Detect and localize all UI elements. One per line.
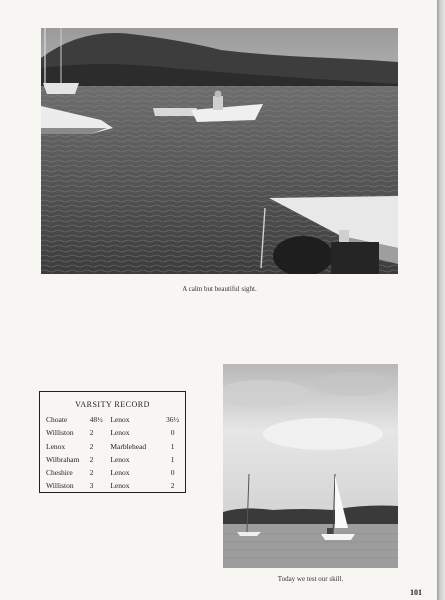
- home-team: Cheshire: [46, 468, 73, 478]
- varsity-record-title: VARSITY RECORD: [75, 400, 150, 409]
- away-score: 0: [170, 428, 175, 438]
- table-row: [46, 440, 183, 453]
- home-team: Wilbraham: [46, 454, 80, 464]
- away-score: 0: [170, 468, 175, 478]
- varsity-record-table: [46, 413, 183, 493]
- home-team: Williston: [46, 428, 74, 438]
- home-team: Lenox: [46, 441, 66, 451]
- home-score: 2: [89, 468, 94, 478]
- sailboats-illustration: [223, 364, 398, 568]
- varsity-record-box: [39, 391, 186, 493]
- home-score: 2: [89, 454, 94, 464]
- top-photo-caption: A calm but beautiful sight.: [182, 285, 257, 293]
- lake-boats-illustration: [41, 28, 398, 274]
- book-spine-shadow: [437, 0, 445, 600]
- away-team: Lenox: [110, 415, 130, 424]
- table-row: [46, 453, 183, 466]
- home-team: Williston: [46, 481, 74, 491]
- away-score: 2: [170, 481, 175, 491]
- away-team: Marblehead: [110, 441, 147, 451]
- away-team: Lenox: [110, 428, 130, 438]
- away-score: 1: [170, 441, 175, 451]
- home-score: 2: [89, 428, 94, 438]
- home-score: 3: [89, 481, 94, 491]
- sailboats-photo: [223, 364, 398, 568]
- page-number: 101: [410, 588, 422, 597]
- away-team: Lenox: [110, 481, 130, 491]
- bottom-photo-caption: Today we test our skill.: [277, 575, 344, 583]
- home-score: 48½: [89, 415, 103, 424]
- away-score: 36½: [166, 415, 180, 424]
- away-team: Lenox: [110, 454, 130, 464]
- home-team: Choate: [46, 415, 68, 424]
- table-row: [46, 479, 183, 492]
- table-row: [46, 426, 183, 439]
- table-row: [46, 466, 183, 479]
- home-score: 2: [89, 441, 94, 451]
- away-team: Lenox: [110, 468, 130, 478]
- lake-boats-photo: [41, 28, 398, 274]
- away-score: 1: [170, 454, 175, 464]
- table-row: [46, 413, 183, 426]
